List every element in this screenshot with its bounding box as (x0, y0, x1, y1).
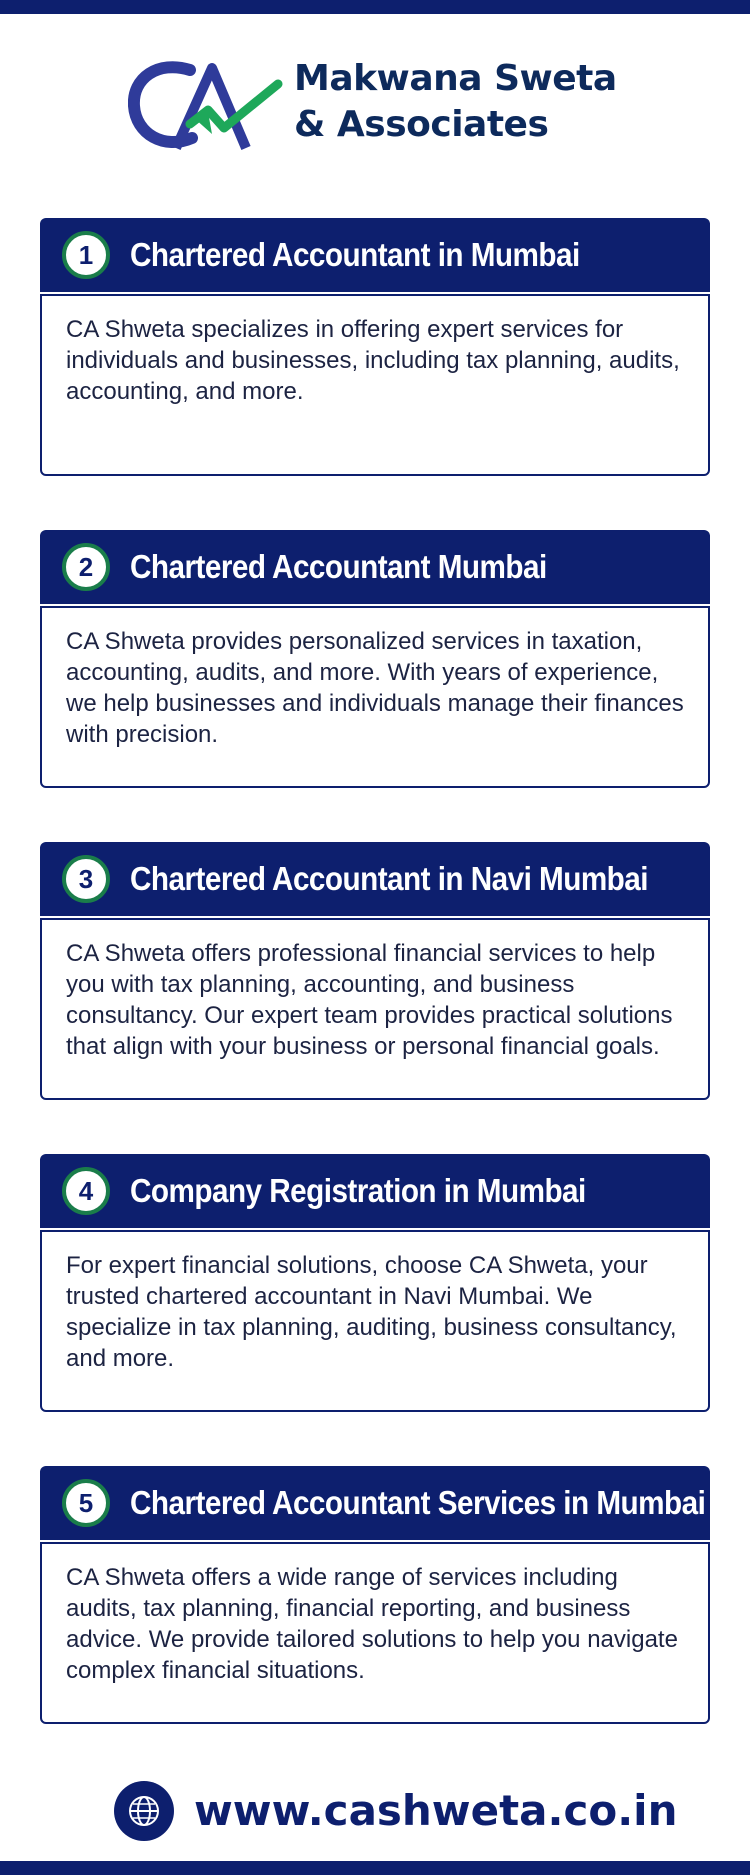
number-badge: 3 (62, 855, 110, 903)
service-card-5 (40, 1466, 710, 1724)
card-description: CA Shweta offers a wide range of services including audits, tax planning, financial reporting, and business advice. We provide tailored solutions to help you navigate complex financial situations. (40, 1542, 710, 1724)
card-description: For expert financial solutions, choose CA Shweta, your trusted chartered accountant in Navi Mumbai. We specialize in tax planning, auditing, business consultancy, and more. (40, 1230, 710, 1412)
card-title: Chartered Accountant Mumbai (130, 548, 547, 585)
ca-logo-mark (128, 56, 288, 156)
card-title: Chartered Accountant in Navi Mumbai (130, 860, 648, 897)
brand-name-line2: & Associates (294, 104, 549, 145)
card-header (40, 1466, 710, 1540)
footer-website (114, 1779, 678, 1843)
card-header (40, 218, 710, 292)
brand-logo (128, 56, 628, 156)
service-card-1 (40, 218, 710, 476)
number-badge: 5 (62, 1479, 110, 1527)
bottom-border-bar (0, 1861, 750, 1875)
card-title: Chartered Accountant in Mumbai (130, 236, 580, 273)
card-description: CA Shweta provides personalized services in taxation, accounting, audits, and more. With years of experience, we help businesses and individuals manage their finances with precision. (40, 606, 710, 788)
top-border-bar (0, 0, 750, 14)
service-card-2 (40, 530, 710, 788)
globe-icon (114, 1781, 174, 1841)
website-link[interactable]: www.cashweta.co.in (194, 1786, 678, 1835)
number-badge: 2 (62, 543, 110, 591)
card-header (40, 842, 710, 916)
service-card-3 (40, 842, 710, 1100)
card-description: CA Shweta specializes in offering expert services for individuals and businesses, including tax planning, audits, accounting, and more. (40, 294, 710, 476)
brand-name-line1: Makwana Sweta (294, 58, 617, 99)
card-header (40, 1154, 710, 1228)
number-badge: 4 (62, 1167, 110, 1215)
card-header (40, 530, 710, 604)
number-badge: 1 (62, 231, 110, 279)
card-description: CA Shweta offers professional financial services to help you with tax planning, accounting, and business consultancy. Our expert team provides practical solutions that align with your business or personal financial goals. (40, 918, 710, 1100)
card-title: Company Registration in Mumbai (130, 1172, 586, 1209)
card-title: Chartered Accountant Services in Mumbai (130, 1484, 706, 1521)
service-card-4 (40, 1154, 710, 1412)
